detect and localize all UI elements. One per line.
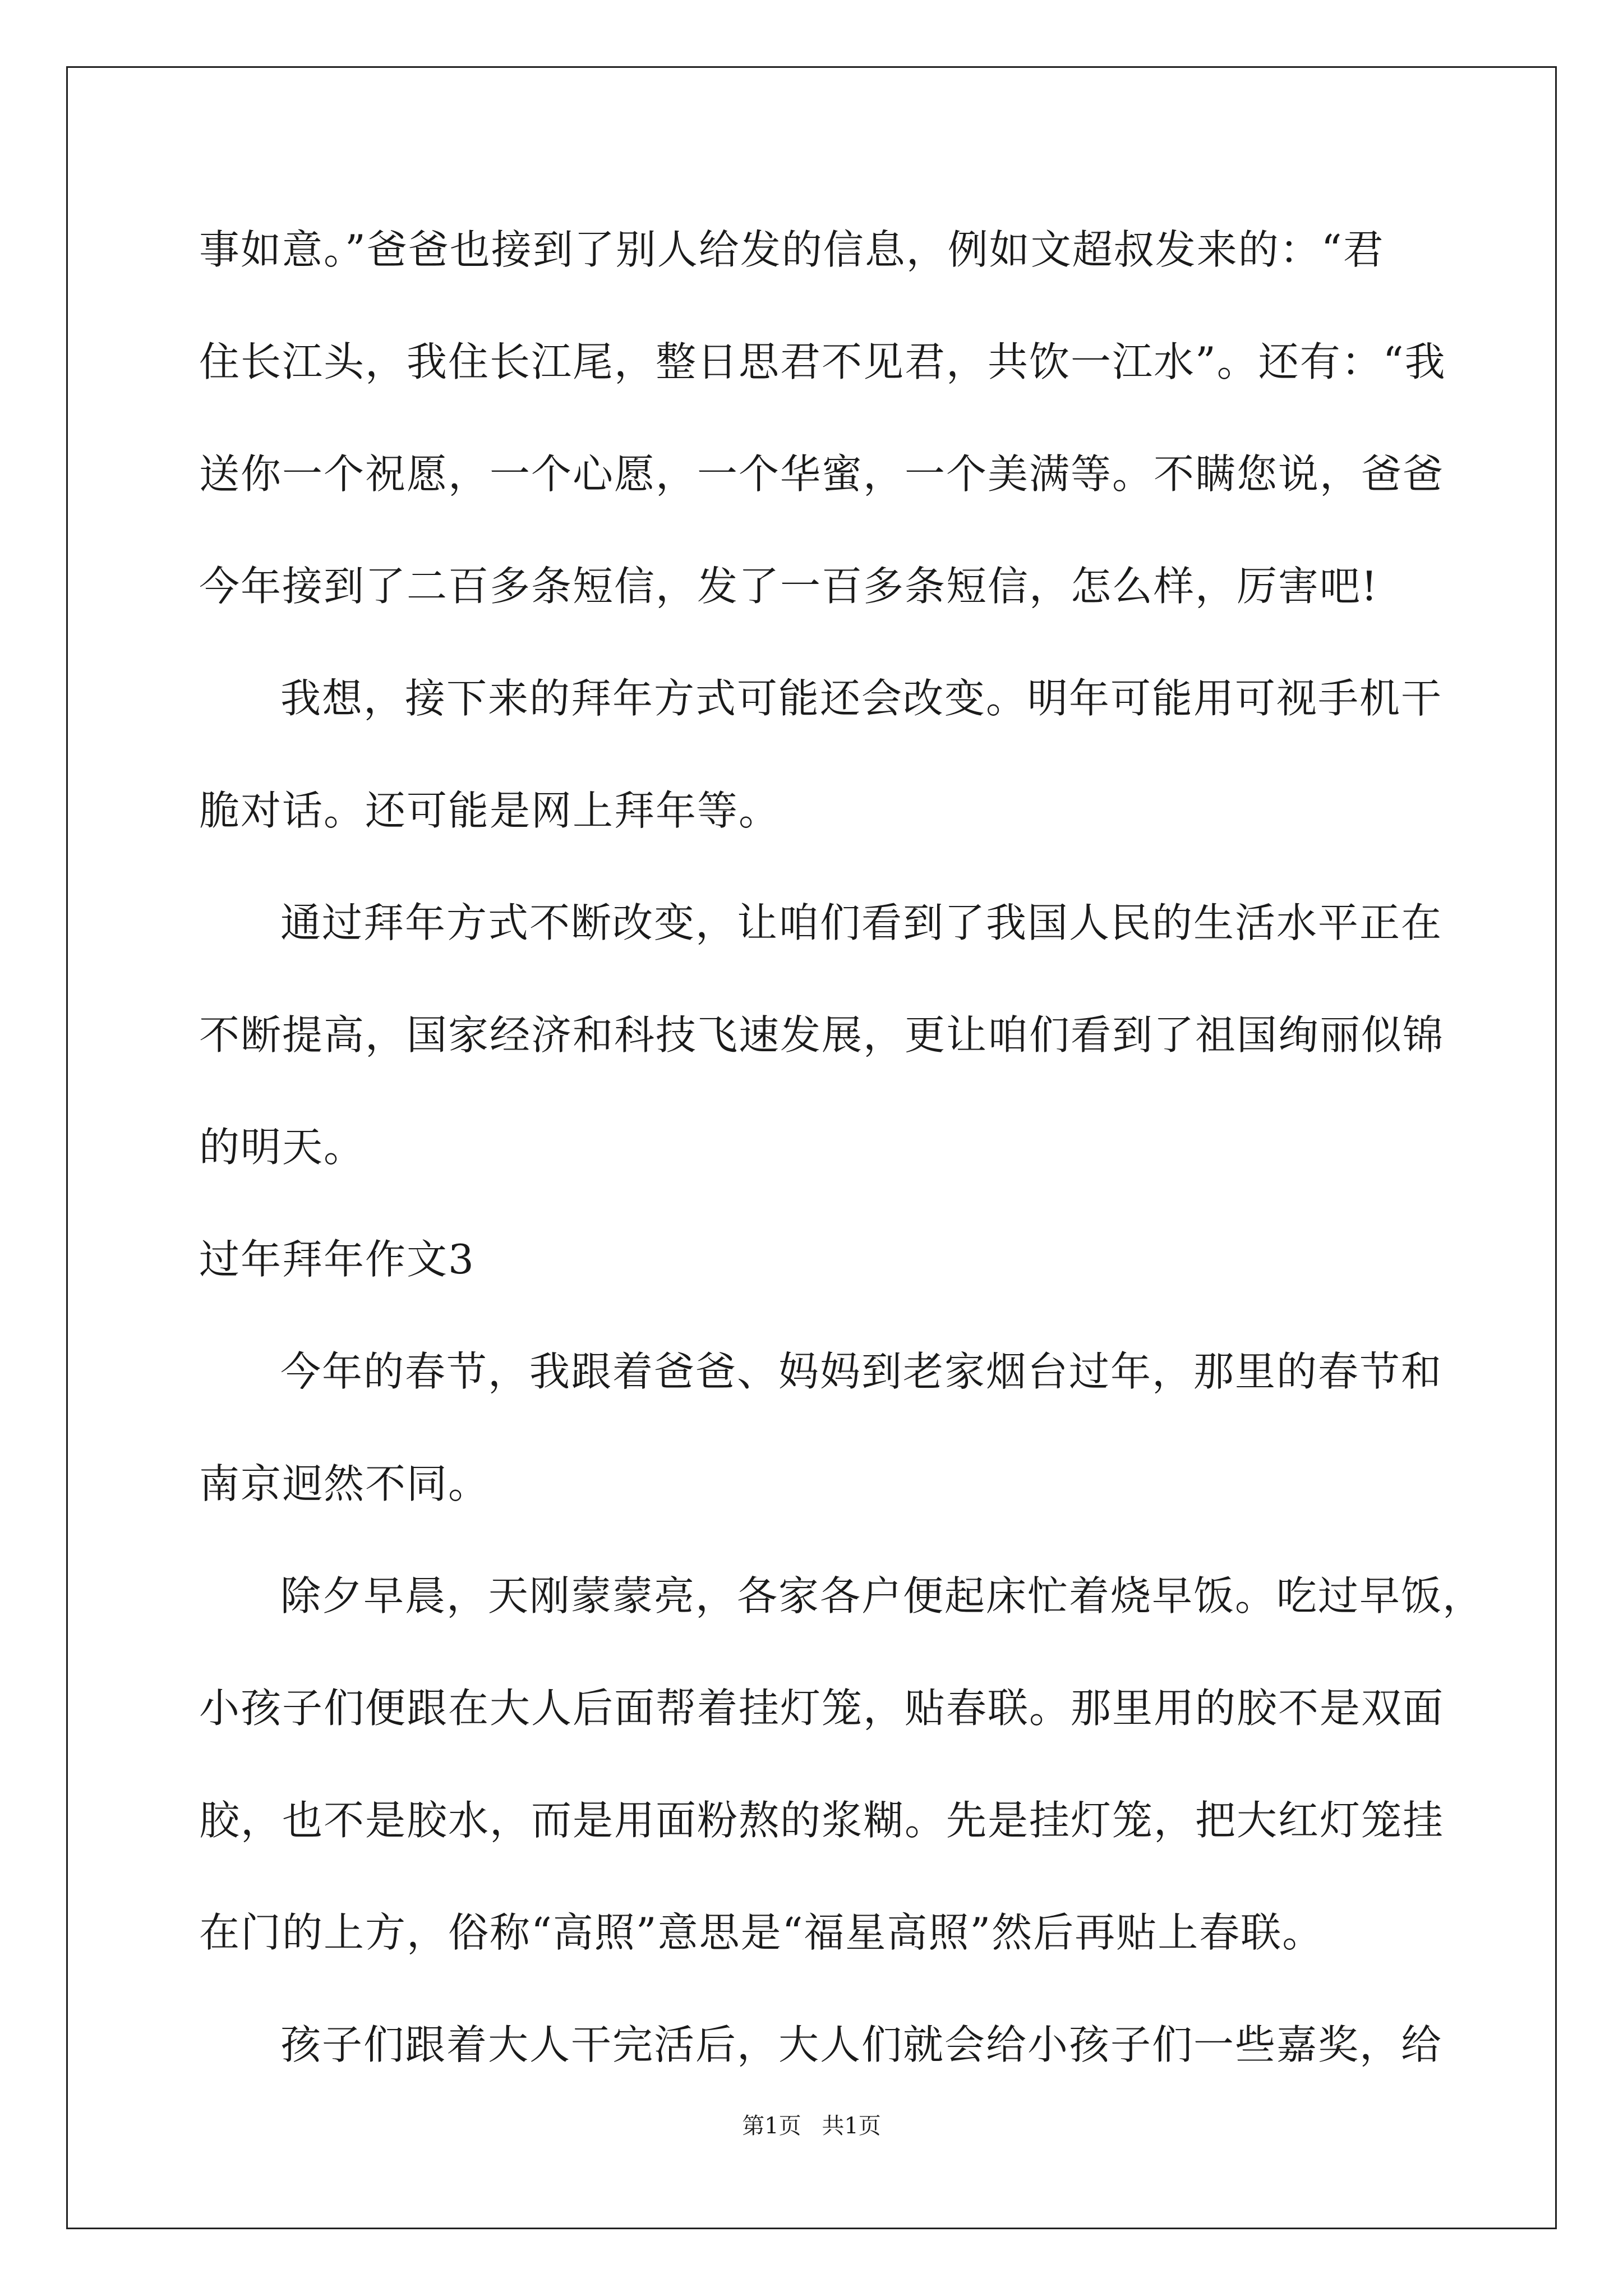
- text-line-9: 的明天。: [199, 1124, 366, 1171]
- text-line-2: 住长江头，我住长江尾，整日思君不见君，共饮一江水”。还有：“我: [199, 338, 1446, 385]
- text-line-12: 南京迥然不同。: [199, 1460, 490, 1507]
- page-number: 第1页: [742, 2113, 801, 2139]
- text-line-17: 孩子们跟着大人干完活后，大人们就会给小孩子们一些嘉奖，给: [280, 2021, 1443, 2068]
- text-line-1: 事如意。”爸爸也接到了别人给发的信息，例如文超叔发来的：“君: [199, 226, 1385, 273]
- text-line-13: 除夕早晨，天刚蒙蒙亮，各家各户便起床忙着烧早饭。吃过早饭，: [280, 1572, 1484, 1619]
- text-line-7: 通过拜年方式不断改变，让咱们看到了我国人民的生活水平正在: [280, 899, 1443, 946]
- text-line-3: 送你一个祝愿，一个心愿，一个华蜜，一个美满等。不瞒您说，爸爸: [199, 450, 1445, 498]
- text-line-11: 今年的春节，我跟着爸爸、妈妈到老家烟台过年，那里的春节和: [280, 1348, 1443, 1395]
- section-heading: 过年拜年作文3: [199, 1236, 475, 1283]
- text-line-5: 我想，接下来的拜年方式可能还会改变。明年可能用可视手机干: [280, 675, 1443, 722]
- text-line-4: 今年接到了二百多条短信，发了一百多条短信，怎么样，厉害吧!: [199, 563, 1378, 610]
- page-footer: [0, 2109, 1623, 2143]
- page-total: 共1页: [822, 2113, 881, 2139]
- text-line-8: 不断提高，国家经济和科技飞速发展，更让咱们看到了祖国绚丽似锦: [199, 1011, 1445, 1059]
- text-line-14: 小孩子们便跟在大人后面帮着挂灯笼，贴春联。那里用的胶不是双面: [199, 1685, 1445, 1732]
- document-body: [199, 216, 1484, 2123]
- text-line-15: 胶，也不是胶水，而是用面粉熬的浆糊。先是挂灯笼，把大红灯笼挂: [199, 1797, 1445, 1844]
- text-line-6: 脆对话。还可能是网上拜年等。: [199, 787, 781, 834]
- text-line-16: 在门的上方，俗称“高照”意思是“福星高照”然后再贴上春联。: [199, 1909, 1324, 1956]
